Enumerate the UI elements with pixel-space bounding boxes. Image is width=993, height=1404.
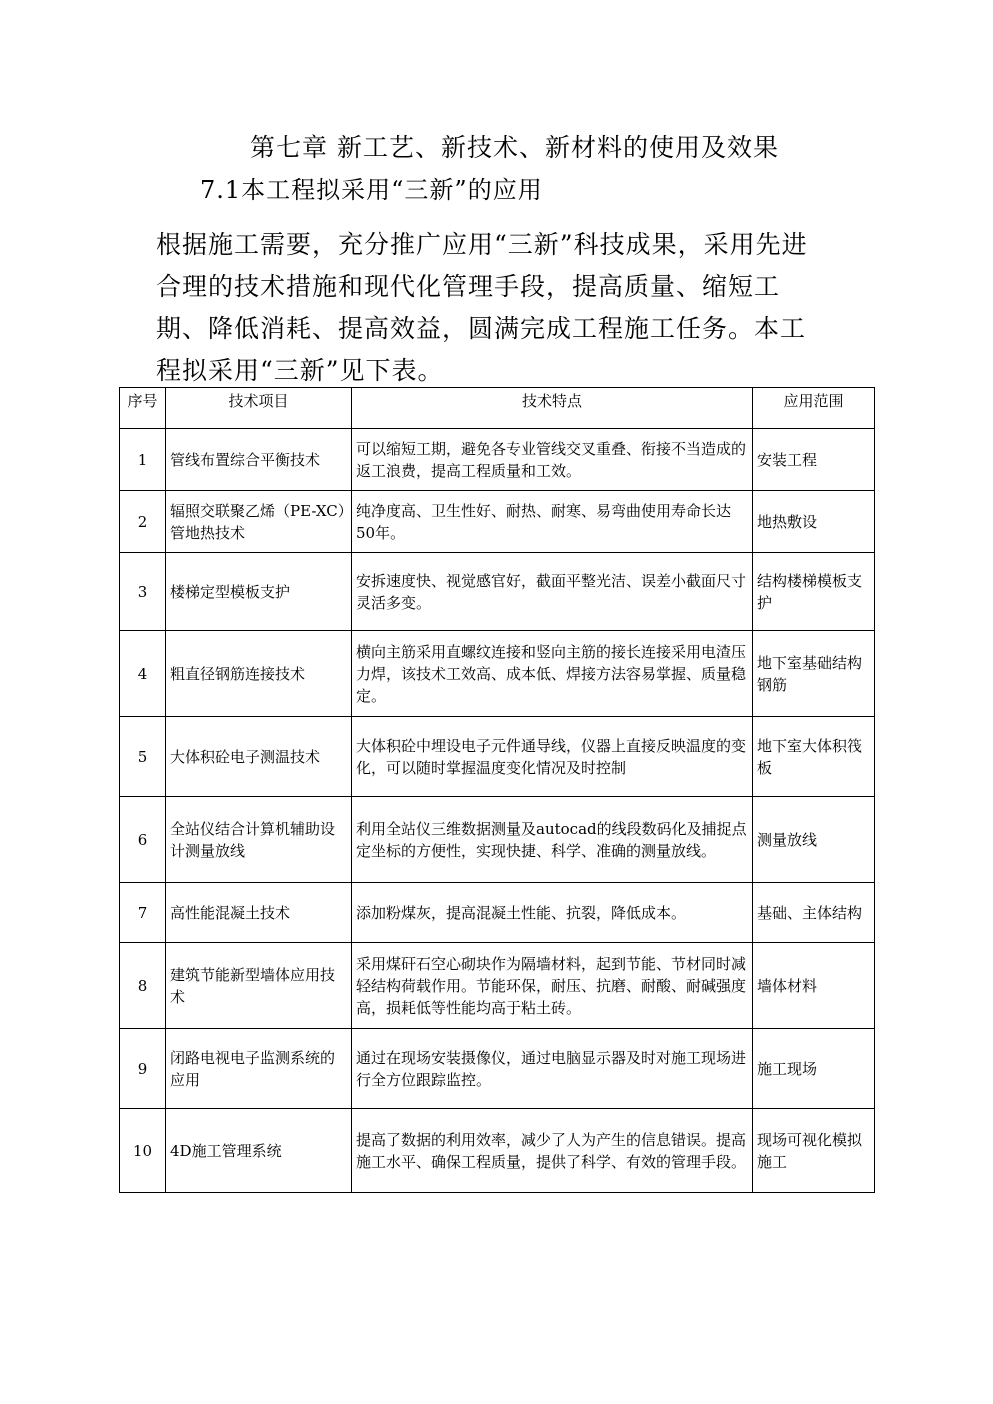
row-scope: 结构楼梯模板支护 (753, 553, 875, 631)
table-row (120, 1029, 875, 1109)
row-scope: 地下室大体积筏板 (753, 717, 875, 797)
chapter-title: 第七章 新工艺、新技术、新材料的使用及效果 (250, 133, 779, 162)
row-scope: 现场可视化模拟施工 (753, 1109, 875, 1193)
row-item: 大体积砼电子测温技术 (166, 717, 352, 797)
table-row (120, 943, 875, 1029)
header-no: 序号 (120, 388, 166, 429)
table-row (120, 631, 875, 717)
row-scope: 测量放线 (753, 797, 875, 883)
row-feature: 通过在现场安装摄像仪，通过电脑显示器及时对施工现场进行全方位跟踪监控。 (352, 1029, 753, 1109)
row-item: 4D施工管理系统 (166, 1109, 352, 1193)
table-row (120, 883, 875, 943)
table-row (120, 429, 875, 491)
row-item: 建筑节能新型墙体应用技术 (166, 943, 352, 1029)
row-no: 9 (120, 1029, 166, 1109)
row-scope: 墙体材料 (753, 943, 875, 1029)
row-item: 闭路电视电子监测系统的应用 (166, 1029, 352, 1109)
row-no: 5 (120, 717, 166, 797)
row-feature: 纯净度高、卫生性好、耐热、耐寒、易弯曲使用寿命长达50年。 (352, 491, 753, 553)
row-feature: 提高了数据的利用效率，减少了人为产生的信息错误。提高施工水平、确保工程质量，提供了科学、有效的管理手段。 (352, 1109, 753, 1193)
row-no: 8 (120, 943, 166, 1029)
row-item: 高性能混凝土技术 (166, 883, 352, 943)
intro-paragraph: 根据施工需要，充分推广应用“三新”科技成果，采用先进合理的技术措施和现代化管理手段，提高质量、缩短工期、降低消耗、提高效益，圆满完成工程施工任务。本工程拟采用“三新”见下表。 (156, 230, 808, 385)
three-new-table (119, 387, 875, 1193)
row-item: 粗直径钢筋连接技术 (166, 631, 352, 717)
row-scope: 地下室基础结构钢筋 (753, 631, 875, 717)
row-item: 全站仪结合计算机辅助设计测量放线 (166, 797, 352, 883)
table-row (120, 491, 875, 553)
row-scope: 施工现场 (753, 1029, 875, 1109)
row-feature: 利用全站仪三维数据测量及autocad的线段数码化及捕捉点定坐标的方便性，实现快捷、科学、准确的测量放线。 (352, 797, 753, 883)
row-item: 管线布置综合平衡技术 (166, 429, 352, 491)
row-feature: 可以缩短工期，避免各专业管线交叉重叠、衔接不当造成的返工浪费，提高工程质量和工效。 (352, 429, 753, 491)
header-scope: 应用范围 (753, 388, 875, 429)
row-feature: 安拆速度快、视觉感官好，截面平整光洁、误差小截面尺寸灵活多变。 (352, 553, 753, 631)
section-title: 7.1本工程拟采用“三新”的应用 (200, 176, 543, 204)
row-scope: 安装工程 (753, 429, 875, 491)
row-feature: 横向主筋采用直螺纹连接和竖向主筋的接长连接采用电渣压力焊，该技术工效高、成本低、焊接方法容易掌握、质量稳定。 (352, 631, 753, 717)
table-row (120, 717, 875, 797)
row-no: 1 (120, 429, 166, 491)
row-no: 10 (120, 1109, 166, 1193)
row-scope: 地热敷设 (753, 491, 875, 553)
row-no: 4 (120, 631, 166, 717)
table-row (120, 1109, 875, 1193)
row-item: 辐照交联聚乙烯（PE-XC）管地热技术 (166, 491, 352, 553)
row-no: 6 (120, 797, 166, 883)
row-item: 楼梯定型模板支护 (166, 553, 352, 631)
row-feature: 采用煤矸石空心砌块作为隔墙材料，起到节能、节材同时减轻结构荷载作用。节能环保，耐压、抗磨、耐酸、耐碱强度高，损耗低等性能均高于粘土砖。 (352, 943, 753, 1029)
row-feature: 添加粉煤灰，提高混凝土性能、抗裂，降低成本。 (352, 883, 753, 943)
table-header-row (120, 388, 875, 429)
table-row (120, 553, 875, 631)
row-scope: 基础、主体结构 (753, 883, 875, 943)
header-feature: 技术特点 (352, 388, 753, 429)
row-no: 2 (120, 491, 166, 553)
row-no: 3 (120, 553, 166, 631)
row-feature: 大体积砼中埋设电子元件通导线，仪器上直接反映温度的变化，可以随时掌握温度变化情况及时控制 (352, 717, 753, 797)
header-item: 技术项目 (166, 388, 352, 429)
row-no: 7 (120, 883, 166, 943)
table-row (120, 797, 875, 883)
